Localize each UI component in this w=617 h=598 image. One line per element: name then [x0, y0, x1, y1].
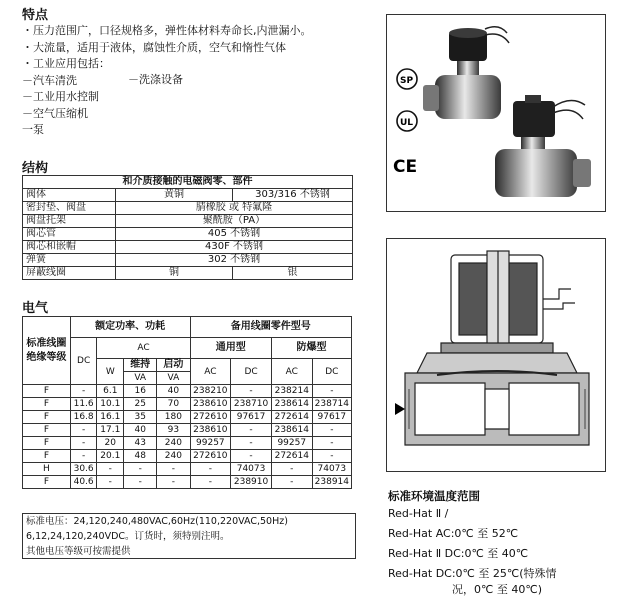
table-row [23, 267, 353, 280]
table-cell: 35 [124, 411, 157, 424]
table-cell: - [312, 437, 351, 450]
table-cell: 272614 [271, 450, 312, 463]
csa-mark-text: SP [400, 76, 414, 86]
table-cell: 16.8 [70, 411, 97, 424]
table-cell: F [23, 450, 71, 463]
table-row [23, 254, 353, 267]
environment-title: 标准环境温度范围 [388, 489, 480, 503]
ul-mark-icon [397, 111, 417, 131]
table-cell: 238710 [231, 398, 272, 411]
table-cell: 密封垫、阀盘 [23, 202, 116, 215]
table-cell: 43 [124, 437, 157, 450]
table-cell: 240 [157, 437, 190, 450]
table-cell: 铜 [116, 267, 233, 280]
table-cell: 74073 [231, 463, 272, 476]
valve-photo-left [423, 27, 509, 119]
table-cell: 40 [157, 385, 190, 398]
feature-line: －汽车清洗 [22, 73, 77, 87]
insulation-class-header: 标准线圈绝缘等级 [23, 317, 71, 385]
materials-table [22, 175, 353, 280]
table-cell: F [23, 476, 71, 489]
spare-coil-header: 备用线圈零件型号 [190, 317, 352, 338]
table-cell: - [70, 450, 97, 463]
table-cell: 20 [97, 437, 124, 450]
voltage-note [22, 513, 356, 559]
table-cell: 弹簧 [23, 254, 116, 267]
table-cell: 238610 [190, 424, 231, 437]
explosion-proof-header: 防爆型 [271, 338, 351, 359]
table-cell: F [23, 437, 71, 450]
table-cell: - [157, 476, 190, 489]
table-row [23, 228, 353, 241]
table-cell: 74073 [312, 463, 351, 476]
table-cell: 17.1 [97, 424, 124, 437]
table-row [23, 476, 352, 489]
table-row [23, 437, 352, 450]
explosion-ac-header: AC [271, 359, 312, 385]
table-cell: - [97, 463, 124, 476]
table-cell: 聚酰胺（PA） [116, 215, 353, 228]
table-cell: 70 [157, 398, 190, 411]
table-row [23, 189, 353, 202]
valve-photo-right [495, 95, 591, 197]
table-cell: 302 不锈钢 [116, 254, 353, 267]
table-cell: - [271, 463, 312, 476]
table-cell: 阀芯管 [23, 228, 116, 241]
feature-line: ・大流量，适用于液体，腐蚀性介质，空气和惰性气体 [22, 40, 286, 54]
table-cell: - [312, 385, 351, 398]
ul-mark-text: UL [400, 118, 414, 128]
ce-mark-icon: CE [393, 157, 418, 177]
features-title: 特点 [22, 8, 49, 23]
table-cell: 16.1 [97, 411, 124, 424]
table-cell: - [231, 424, 272, 437]
table-cell: 阀盘托架 [23, 215, 116, 228]
table-cell: 40 [124, 424, 157, 437]
environment-line: 况，0℃ 至 40℃) [452, 583, 542, 596]
table-cell: 93 [157, 424, 190, 437]
table-cell: 180 [157, 411, 190, 424]
environment-line: Red-Hat AC:0℃ 至 52℃ [388, 527, 519, 540]
table-cell: 238214 [271, 385, 312, 398]
feature-line-extra: －洗涤设备 [128, 73, 183, 86]
table-cell: 16 [124, 385, 157, 398]
table-cell: 25 [124, 398, 157, 411]
feature-line: 一泵 [22, 123, 44, 136]
table-cell: - [231, 385, 272, 398]
environment-list [388, 506, 557, 598]
table-cell: F [23, 424, 71, 437]
rated-power-header: 额定功率、功耗 [70, 317, 190, 338]
feature-line: ・工业应用包括： [22, 57, 110, 70]
electrical-title: 电气 [22, 301, 49, 316]
table-row [23, 202, 353, 215]
electrical-table [22, 316, 352, 489]
table-cell: F [23, 398, 71, 411]
table-cell: 272610 [190, 450, 231, 463]
table-cell: 238910 [231, 476, 272, 489]
table-cell: 屏蔽线圈 [23, 267, 116, 280]
table-cell: 238614 [271, 398, 312, 411]
table-cell: - [271, 476, 312, 489]
table-cell: 20.1 [97, 450, 124, 463]
table-cell: - [70, 424, 97, 437]
table-row [23, 450, 352, 463]
table-cell: 430F 不锈钢 [116, 241, 353, 254]
table-cell: 97617 [312, 411, 351, 424]
structure-title: 结构 [22, 161, 49, 176]
general-type-header: 通用型 [190, 338, 271, 359]
cross-section-frame [386, 238, 606, 472]
table-cell: 240 [157, 450, 190, 463]
table-cell: 30.6 [70, 463, 97, 476]
feature-line: －空气压缩机 [22, 106, 88, 120]
voltage-note-line: 其他电压等级可按需提供 [26, 546, 131, 557]
table-cell: 阀体 [23, 189, 116, 202]
product-photo [387, 15, 605, 211]
table-cell: 238210 [190, 385, 231, 398]
table-cell: 238614 [271, 424, 312, 437]
csa-mark-icon [397, 69, 417, 89]
materials-table-title: 和介质接触的电磁阀零、部件 [23, 176, 353, 189]
environment-line: Red-Hat Ⅱ / [388, 507, 449, 520]
dc-header: DC [70, 338, 97, 385]
table-cell: - [124, 476, 157, 489]
product-photo-frame [386, 14, 606, 212]
table-cell: - [190, 476, 231, 489]
table-cell: - [70, 385, 97, 398]
table-cell: 238914 [312, 476, 351, 489]
table-cell: - [97, 476, 124, 489]
ac-w-header: W [97, 359, 124, 385]
table-row [23, 241, 353, 254]
table-cell: 阀芯和嵌帽 [23, 241, 116, 254]
hold-va-header: VA [124, 372, 157, 385]
table-cell: - [70, 437, 97, 450]
table-cell: - [190, 463, 231, 476]
table-cell: 272610 [190, 411, 231, 424]
table-cell: 40.6 [70, 476, 97, 489]
table-cell: 238714 [312, 398, 351, 411]
hold-header: 维持 [124, 359, 157, 372]
feature-line: －工业用水控制 [22, 90, 99, 103]
general-ac-header: AC [190, 359, 231, 385]
flow-arrow-icon [395, 403, 405, 415]
table-cell: - [231, 437, 272, 450]
cross-section-diagram [387, 239, 605, 471]
table-cell: - [312, 450, 351, 463]
table-cell: H [23, 463, 71, 476]
table-row [23, 411, 352, 424]
table-cell: 303/316 不锈钢 [233, 189, 353, 202]
table-row [23, 385, 352, 398]
table-cell: 238610 [190, 398, 231, 411]
table-cell: - [124, 463, 157, 476]
table-cell: 11.6 [70, 398, 97, 411]
table-cell: 黄铜 [116, 189, 233, 202]
table-row [23, 463, 352, 476]
table-cell: 99257 [271, 437, 312, 450]
environment-line: Red-Hat DC:0℃ 至 25℃(特殊情 [388, 567, 557, 580]
table-cell: 10.1 [97, 398, 124, 411]
table-cell: - [157, 463, 190, 476]
table-cell: 272614 [271, 411, 312, 424]
table-cell: 48 [124, 450, 157, 463]
voltage-note-line: 6,12,24,120,240VDC。订货时，须特别注明。 [26, 531, 230, 542]
table-cell: 6.1 [97, 385, 124, 398]
ac-header: AC [97, 338, 190, 359]
start-va-header: VA [157, 372, 190, 385]
table-cell: 银 [233, 267, 353, 280]
table-cell: F [23, 411, 71, 424]
table-cell: 405 不锈钢 [116, 228, 353, 241]
table-cell: - [312, 424, 351, 437]
table-cell: F [23, 385, 71, 398]
explosion-dc-header: DC [312, 359, 351, 385]
start-header: 启动 [157, 359, 190, 372]
table-row [23, 215, 353, 228]
table-row [23, 424, 352, 437]
environment-line: Red-Hat Ⅱ DC:0℃ 至 40℃ [388, 547, 529, 560]
table-cell: 腈橡胶 或 特氟隆 [116, 202, 353, 215]
table-row [23, 398, 352, 411]
feature-line: ・压力范围广，口径规格多，弹性体材料寿命长,内泄漏小。 [22, 24, 312, 37]
general-dc-header: DC [231, 359, 272, 385]
table-cell: - [231, 450, 272, 463]
table-cell: 99257 [190, 437, 231, 450]
voltage-note-line: 标准电压：24,120,240,480VAC,60Hz(110,220VAC,50Hz) [26, 516, 288, 527]
table-cell: 97617 [231, 411, 272, 424]
